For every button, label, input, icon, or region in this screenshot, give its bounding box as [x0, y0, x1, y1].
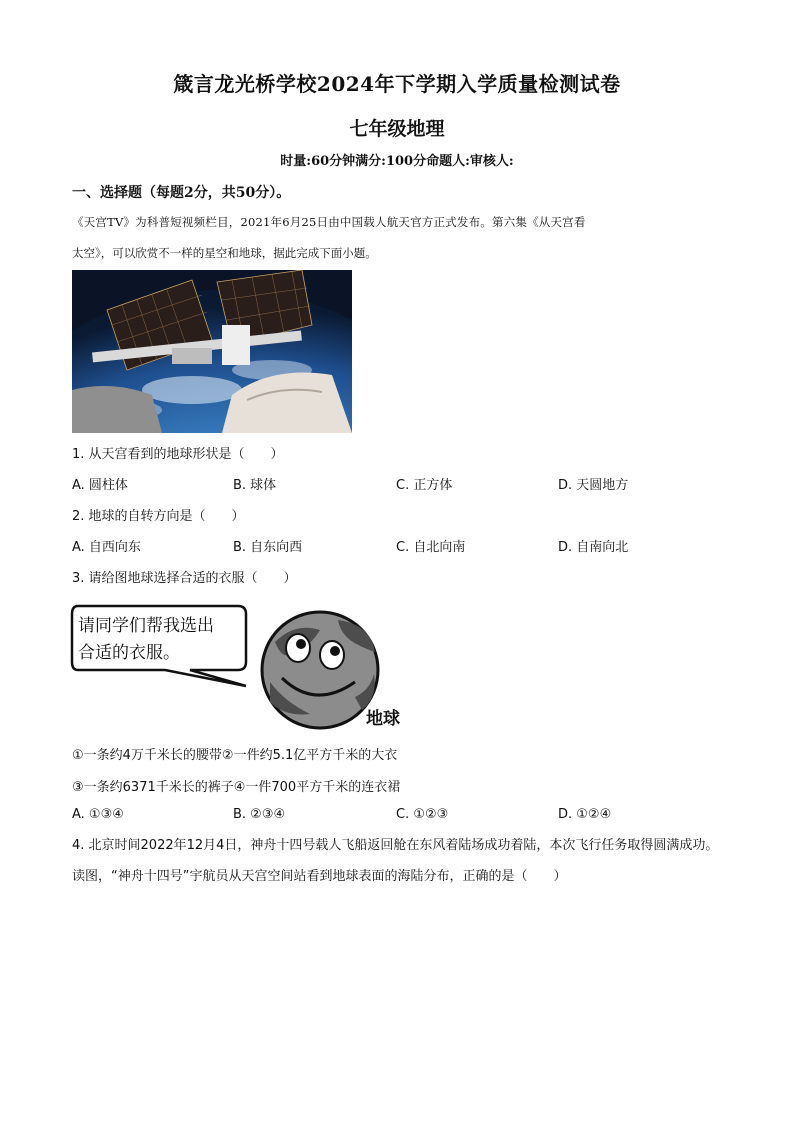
speech-text-line-2: 合适的衣服。: [78, 643, 180, 663]
space-station-illustration: [72, 270, 352, 433]
section-heading: 一、选择题（每题2分，共50分）。: [72, 185, 291, 201]
question-1-option-c[interactable]: C. 正方体: [396, 478, 453, 493]
question-3-option-d[interactable]: D. ①②④: [558, 807, 612, 822]
question-2-option-a[interactable]: A. 自西向东: [72, 540, 141, 555]
earth-cartoon-drawing: [70, 602, 420, 732]
question-1-option-d[interactable]: D. 天圆地方: [558, 478, 629, 493]
exam-subtitle: 七年级地理: [349, 118, 445, 140]
question-2-option-c[interactable]: C. 自北向南: [396, 540, 466, 555]
question-3-item-line-1: ①一条约4万千米长的腰带②一件约5.1亿平方千米的大衣: [72, 748, 398, 763]
question-3-option-b[interactable]: B. ②③④: [233, 807, 286, 822]
exam-title: 箴言龙光桥学校2024年下学期入学质量检测试卷: [173, 72, 621, 96]
question-1-option-a[interactable]: A. 圆柱体: [72, 478, 128, 493]
question-2-option-d[interactable]: D. 自南向北: [558, 540, 629, 555]
question-3-stem: 3. 请给图地球选择合适的衣服（ ）: [72, 571, 297, 586]
question-4-stem: 4. 北京时间2022年12月4日，神舟十四号载人飞船返回舱在东风着陆场成功着陆，本次飞行任务取得圆满成功。读图，“神舟十四号”宇航员从天宫空间站看到地球表面的海陆分布，正确的是（ ）: [72, 838, 719, 884]
question-2-option-b[interactable]: B. 自东向西: [233, 540, 303, 555]
question-1-option-b[interactable]: B. 球体: [233, 478, 277, 493]
speech-text-line-1: 请同学们帮我选出: [78, 616, 214, 636]
question-2-stem: 2. 地球的自转方向是（ ）: [72, 509, 245, 524]
space-station-photo: [72, 270, 352, 433]
question-3-option-c[interactable]: C. ①②③: [396, 807, 449, 822]
earth-cartoon: [70, 602, 420, 732]
intro-line-1: 《天宫TV》为科普短视频栏目，2021年6月25日由中国载人航天官方正式发布。第六集《从天宫看: [72, 215, 586, 229]
question-1-stem: 1. 从天宫看到的地球形状是（ ）: [72, 447, 284, 462]
earth-character: [262, 612, 378, 728]
question-3-item-line-2: ③一条约6371千米长的裤子④一件700平方千米的连衣裙: [72, 780, 401, 795]
exam-meta: 时量:60分钟满分:100分命题人:审核人:: [280, 154, 514, 169]
earth-label: 地球: [366, 709, 400, 729]
intro-line-2: 太空》，可以欣赏不一样的星空和地球，据此完成下面小题。: [72, 246, 377, 260]
question-3-option-a[interactable]: A. ①③④: [72, 807, 124, 822]
